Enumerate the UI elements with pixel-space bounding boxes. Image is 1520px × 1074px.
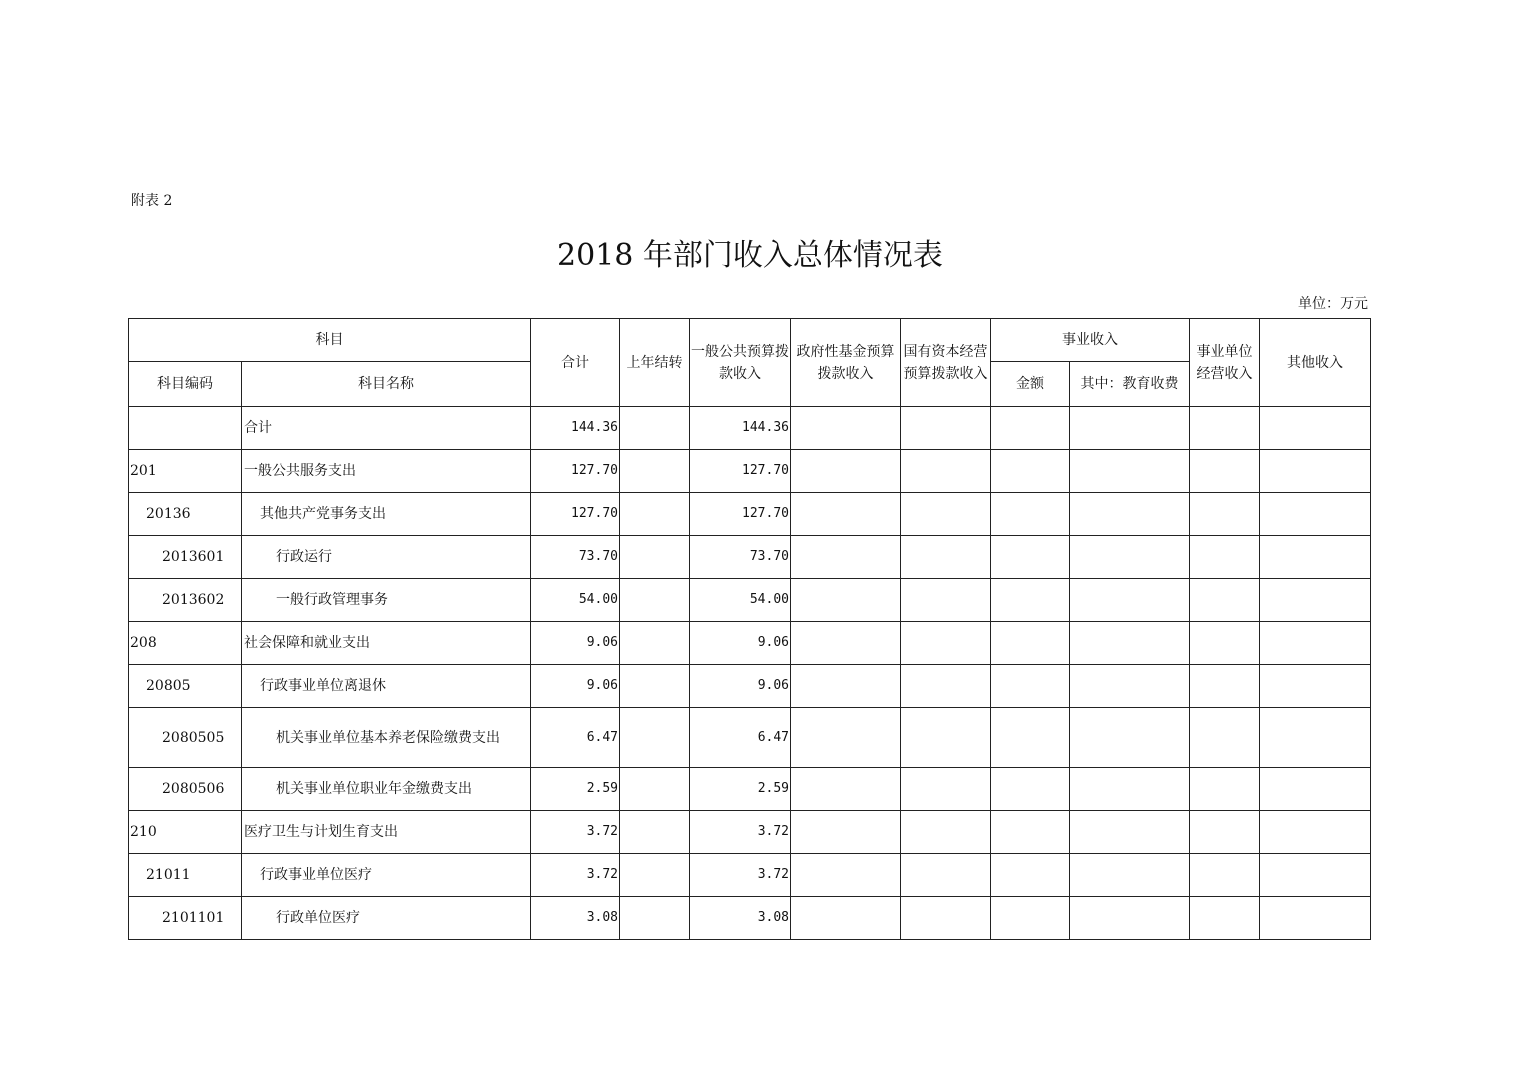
cell-total: 6.47: [531, 708, 620, 768]
cell-education-fee: [1070, 768, 1190, 811]
cell-state-capital: [901, 579, 991, 622]
cell-operating-income: [1190, 708, 1260, 768]
header-code: 科目编码: [129, 362, 242, 407]
cell-code: 2013601: [129, 536, 242, 579]
cell-gov-fund: [791, 897, 901, 940]
cell-total: 127.70: [531, 493, 620, 536]
cell-operating-income: [1190, 450, 1260, 493]
cell-gov-fund: [791, 536, 901, 579]
cell-carryover: [620, 536, 690, 579]
cell-total: 3.08: [531, 897, 620, 940]
cell-education-fee: [1070, 407, 1190, 450]
cell-state-capital: [901, 897, 991, 940]
cell-other-income: [1260, 897, 1371, 940]
cell-education-fee: [1070, 493, 1190, 536]
cell-other-income: [1260, 493, 1371, 536]
cell-carryover: [620, 622, 690, 665]
cell-name: 社会保障和就业支出: [242, 622, 531, 665]
cell-amount: [991, 622, 1070, 665]
cell-code: 2013602: [129, 579, 242, 622]
cell-total: 9.06: [531, 665, 620, 708]
cell-state-capital: [901, 665, 991, 708]
cell-name: 行政单位医疗: [242, 897, 531, 940]
cell-general-budget: 127.70: [690, 450, 791, 493]
cell-total: 3.72: [531, 854, 620, 897]
cell-name: 行政事业单位离退休: [242, 665, 531, 708]
cell-other-income: [1260, 450, 1371, 493]
cell-state-capital: [901, 768, 991, 811]
cell-carryover: [620, 579, 690, 622]
cell-other-income: [1260, 622, 1371, 665]
cell-general-budget: 3.08: [690, 897, 791, 940]
header-operating-income: 事业单位经营收入: [1190, 319, 1260, 407]
cell-education-fee: [1070, 579, 1190, 622]
cell-gov-fund: [791, 665, 901, 708]
cell-general-budget: 127.70: [690, 493, 791, 536]
header-name: 科目名称: [242, 362, 531, 407]
cell-operating-income: [1190, 536, 1260, 579]
table-row: [129, 622, 1371, 665]
cell-operating-income: [1190, 897, 1260, 940]
cell-name: 医疗卫生与计划生育支出: [242, 811, 531, 854]
header-gov-fund: 政府性基金预算拨款收入: [791, 319, 901, 407]
cell-state-capital: [901, 536, 991, 579]
header-total: 合计: [531, 319, 620, 407]
cell-name: 一般公共服务支出: [242, 450, 531, 493]
cell-operating-income: [1190, 579, 1260, 622]
table-body: [129, 407, 1371, 940]
table-row: [129, 407, 1371, 450]
cell-other-income: [1260, 708, 1371, 768]
cell-name: 机关事业单位基本养老保险缴费支出: [242, 708, 531, 768]
cell-gov-fund: [791, 708, 901, 768]
cell-carryover: [620, 708, 690, 768]
cell-education-fee: [1070, 450, 1190, 493]
cell-general-budget: 3.72: [690, 811, 791, 854]
cell-other-income: [1260, 407, 1371, 450]
cell-amount: [991, 450, 1070, 493]
cell-operating-income: [1190, 854, 1260, 897]
cell-other-income: [1260, 579, 1371, 622]
cell-general-budget: 3.72: [690, 854, 791, 897]
cell-amount: [991, 665, 1070, 708]
cell-gov-fund: [791, 450, 901, 493]
header-state-capital: 国有资本经营预算拨款收入: [901, 319, 991, 407]
header-carryover: 上年结转: [620, 319, 690, 407]
cell-name: 一般行政管理事务: [242, 579, 531, 622]
cell-education-fee: [1070, 708, 1190, 768]
header-general-budget: 一般公共预算拨款收入: [690, 319, 791, 407]
cell-operating-income: [1190, 622, 1260, 665]
cell-name: 行政事业单位医疗: [242, 854, 531, 897]
cell-other-income: [1260, 536, 1371, 579]
cell-code: 2101101: [129, 897, 242, 940]
header-education-fee: 其中：教育收费: [1070, 362, 1190, 407]
cell-gov-fund: [791, 579, 901, 622]
cell-total: 127.70: [531, 450, 620, 493]
cell-operating-income: [1190, 768, 1260, 811]
cell-code: 208: [129, 622, 242, 665]
cell-amount: [991, 407, 1070, 450]
cell-other-income: [1260, 768, 1371, 811]
cell-other-income: [1260, 854, 1371, 897]
cell-operating-income: [1190, 811, 1260, 854]
page-title: 2018 年部门收入总体情况表: [557, 238, 943, 273]
cell-education-fee: [1070, 622, 1190, 665]
cell-carryover: [620, 665, 690, 708]
table-row: [129, 897, 1371, 940]
cell-general-budget: 144.36: [690, 407, 791, 450]
cell-carryover: [620, 854, 690, 897]
cell-carryover: [620, 768, 690, 811]
cell-general-budget: 6.47: [690, 708, 791, 768]
table-row: [129, 493, 1371, 536]
cell-gov-fund: [791, 854, 901, 897]
table-row: [129, 708, 1371, 768]
cell-carryover: [620, 493, 690, 536]
cell-amount: [991, 579, 1070, 622]
cell-gov-fund: [791, 811, 901, 854]
header-amount: 金额: [991, 362, 1070, 407]
cell-amount: [991, 768, 1070, 811]
cell-general-budget: 2.59: [690, 768, 791, 811]
cell-state-capital: [901, 407, 991, 450]
cell-carryover: [620, 450, 690, 493]
unit-label: 单位：万元: [1298, 296, 1368, 312]
cell-state-capital: [901, 854, 991, 897]
cell-total: 54.00: [531, 579, 620, 622]
cell-code: 20805: [129, 665, 242, 708]
cell-carryover: [620, 897, 690, 940]
cell-state-capital: [901, 450, 991, 493]
cell-other-income: [1260, 665, 1371, 708]
cell-general-budget: 54.00: [690, 579, 791, 622]
cell-total: 9.06: [531, 622, 620, 665]
cell-state-capital: [901, 811, 991, 854]
cell-code: 2080506: [129, 768, 242, 811]
cell-code: 210: [129, 811, 242, 854]
cell-education-fee: [1070, 536, 1190, 579]
cell-state-capital: [901, 622, 991, 665]
cell-operating-income: [1190, 665, 1260, 708]
cell-gov-fund: [791, 407, 901, 450]
cell-name: 机关事业单位职业年金缴费支出: [242, 768, 531, 811]
cell-general-budget: 9.06: [690, 622, 791, 665]
cell-general-budget: 73.70: [690, 536, 791, 579]
cell-state-capital: [901, 708, 991, 768]
cell-gov-fund: [791, 493, 901, 536]
attachment-label: 附表 2: [131, 193, 173, 209]
cell-operating-income: [1190, 493, 1260, 536]
cell-code: 201: [129, 450, 242, 493]
cell-other-income: [1260, 811, 1371, 854]
cell-education-fee: [1070, 665, 1190, 708]
income-table: [128, 318, 1371, 940]
cell-total: 2.59: [531, 768, 620, 811]
cell-amount: [991, 493, 1070, 536]
cell-education-fee: [1070, 811, 1190, 854]
cell-education-fee: [1070, 897, 1190, 940]
cell-name: 其他共产党事务支出: [242, 493, 531, 536]
cell-amount: [991, 854, 1070, 897]
table-row: [129, 450, 1371, 493]
cell-general-budget: 9.06: [690, 665, 791, 708]
cell-total: 3.72: [531, 811, 620, 854]
cell-amount: [991, 708, 1070, 768]
table-row: [129, 768, 1371, 811]
cell-amount: [991, 897, 1070, 940]
cell-education-fee: [1070, 854, 1190, 897]
header-row-1: [129, 319, 1371, 362]
cell-name: 合计: [242, 407, 531, 450]
header-other-income: 其他收入: [1260, 319, 1371, 407]
cell-total: 144.36: [531, 407, 620, 450]
cell-code: 2080505: [129, 708, 242, 768]
cell-total: 73.70: [531, 536, 620, 579]
cell-operating-income: [1190, 407, 1260, 450]
table-row: [129, 579, 1371, 622]
cell-code: 20136: [129, 493, 242, 536]
cell-gov-fund: [791, 622, 901, 665]
header-subject: 科目: [129, 319, 531, 362]
table-row: [129, 665, 1371, 708]
cell-amount: [991, 811, 1070, 854]
header-business-income: 事业收入: [991, 319, 1190, 362]
cell-state-capital: [901, 493, 991, 536]
cell-code: [129, 407, 242, 450]
table-row: [129, 811, 1371, 854]
cell-carryover: [620, 811, 690, 854]
cell-code: 21011: [129, 854, 242, 897]
cell-gov-fund: [791, 768, 901, 811]
cell-carryover: [620, 407, 690, 450]
cell-amount: [991, 536, 1070, 579]
table-row: [129, 536, 1371, 579]
table-row: [129, 854, 1371, 897]
cell-name: 行政运行: [242, 536, 531, 579]
